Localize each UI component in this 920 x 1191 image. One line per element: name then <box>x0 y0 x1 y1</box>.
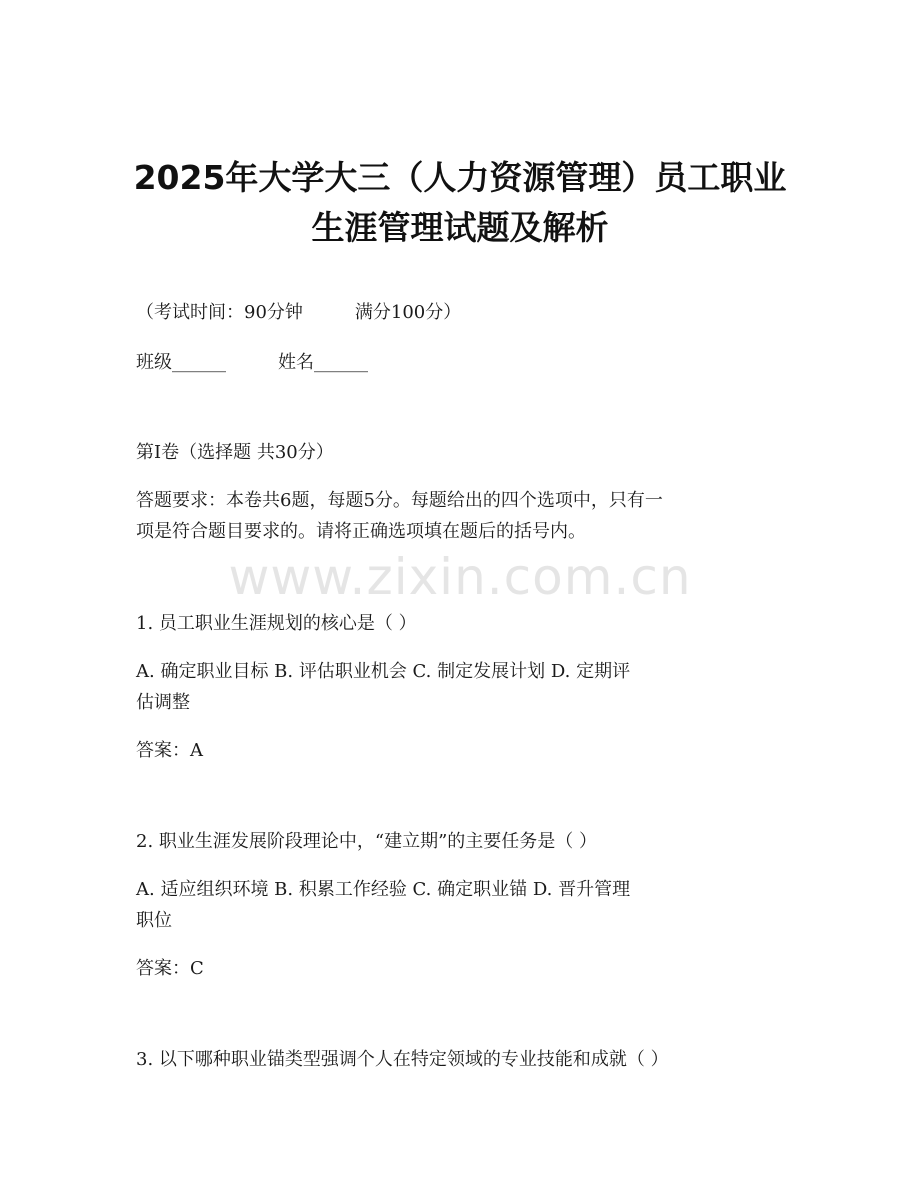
name-field: 姓名______ <box>278 352 368 373</box>
question-2-options-line1: A. 适应组织环境 B. 积累工作经验 C. 确定职业锚 D. 晋升管理 <box>136 879 631 900</box>
document-title-line2: 生涯管理试题及解析 <box>311 208 609 247</box>
student-fields <box>136 346 786 379</box>
watermark: www.zixin.com.cn <box>228 548 692 606</box>
question-1-options-line1: A. 确定职业目标 B. 评估职业机会 C. 制定发展计划 D. 定期评 <box>136 661 631 682</box>
question-2-options-line2: 职位 <box>136 910 172 931</box>
instructions-line1: 答题要求：本卷共6题，每题5分。每题给出的四个选项中，只有一 <box>136 490 663 511</box>
question-1-stem: 1. 员工职业生涯规划的核心是（ ） <box>136 613 417 634</box>
question-1-answer: 答案：A <box>136 740 203 761</box>
document-title-line1: 2025年大学大三（人力资源管理）员工职业 <box>133 158 787 197</box>
class-field: 班级______ <box>136 352 226 373</box>
exam-info <box>136 296 786 329</box>
exam-score: 满分100分） <box>354 302 462 323</box>
question-2-answer: 答案：C <box>136 958 204 979</box>
question-1-options-line2: 估调整 <box>136 692 190 713</box>
section-heading: 第I卷（选择题 共30分） <box>136 442 334 463</box>
exam-time: （考试时间：90分钟 <box>136 302 303 323</box>
question-2-stem: 2. 职业生涯发展阶段理论中，“建立期”的主要任务是（ ） <box>136 831 598 852</box>
instructions-line2: 项是符合题目要求的。请将正确选项填在题后的括号内。 <box>136 521 586 542</box>
question-3-stem: 3. 以下哪种职业锚类型强调个人在特定领域的专业技能和成就（ ） <box>136 1049 669 1070</box>
